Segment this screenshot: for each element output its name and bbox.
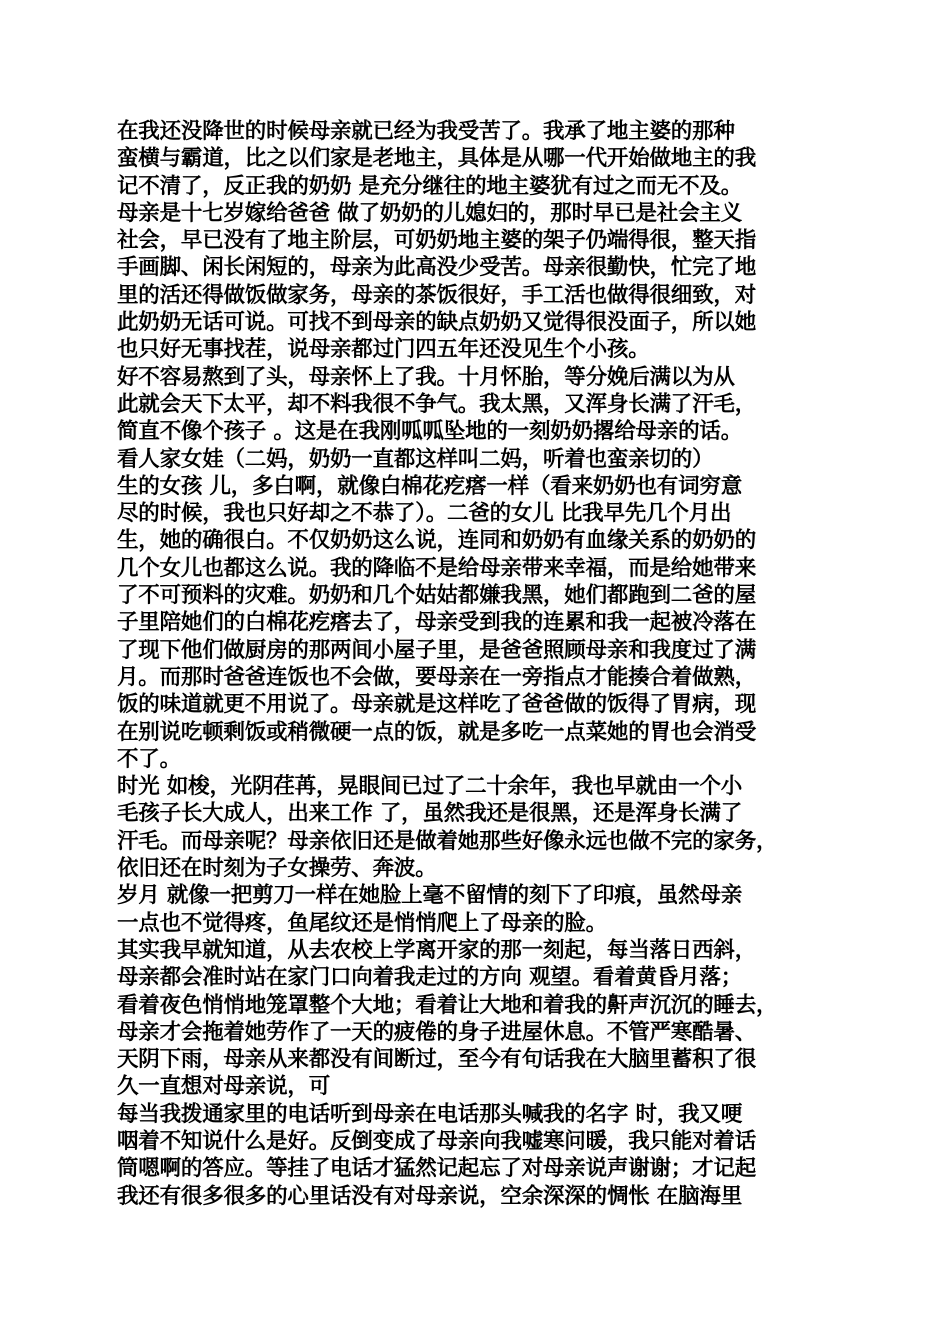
text-line: 看人家女娃（二妈，奶奶一直都这样叫二妈，听着也蛮亲切的） [117, 446, 714, 472]
text-line: 天阴下雨，母亲从来都没有间断过，至今有句话我在大脑里蓄积了很 [117, 1047, 757, 1073]
text-line: 饭的味道就更不用说了。母亲就是这样吃了爸爸做的饭得了胃病，现 [117, 692, 757, 718]
text-line: 咽着不知说什么是好。反倒变成了母亲向我嘘寒问暖，我只能对着话 [117, 1128, 757, 1154]
text-line: 里的活还得做饭做家务，母亲的茶饭很好，手工活也做得很细致，对 [117, 282, 757, 308]
text-line: 尽的时候，我也只好却之不恭了）。二爸的女儿 比我早先几个月出 [117, 501, 732, 527]
text-line: 也只好无事找茬，说母亲都过门四五年还没见生个小孩。 [117, 337, 650, 363]
text-line: 简直不像个孩子 。这是在我刚呱呱坠地的一刻奶奶撂给母亲的话。 [117, 419, 742, 445]
text-line: 手画脚、闲长闲短的，母亲为此高没少受苦。母亲很勤快，忙完了地 [117, 255, 757, 281]
text-line: 月。而那时爸爸连饭也不会做，要母亲在一旁指点才能揍合着做熟， [117, 664, 757, 690]
text-line: 好不容易熬到了头，母亲怀上了我。十月怀胎，等分娩后满以为从 [117, 364, 735, 390]
text-line: 不了。 [117, 746, 181, 772]
text-line: 蛮横与霸道，比之以们家是老地主，具体是从哪一代开始做地主的我 [117, 146, 757, 172]
text-line: 毛孩子长大成人，出来工作 了，虽然我还是很黑，还是浑身长满了 [117, 801, 742, 827]
text-line: 此就会天下太平，却不料我很不争气。我太黑，又浑身长满了汗毛， [117, 391, 757, 417]
text-line: 每当我拨通家里的电话听到母亲在电话那头喊我的名字 时，我又哽 [117, 1101, 742, 1127]
text-line: 社会，早已没有了地主阶层，可奶奶地主婆的架子仍端得很，整天指 [117, 228, 757, 254]
text-line: 久一直想对母亲说，可 [117, 1074, 331, 1100]
text-line: 生，她的确很白。不仅奶奶这么说，连同和奶奶有血缘关系的奶奶的 [117, 528, 757, 554]
text-line: 依旧还在时刻为子女操劳、奔波。 [117, 856, 437, 882]
text-line: 在我还没降世的时候母亲就已经为我受苦了。我承了地主婆的那种 [117, 119, 735, 144]
text-line: 子里陪她们的白棉花疙瘩去了，母亲受到我的连累和我一起被冷落在 [117, 610, 757, 636]
text-line: 了不可预料的灾难。奶奶和几个姑姑都嫌我黑，她们都跑到二爸的屋 [117, 583, 757, 609]
text-line: 汗毛。而母亲呢？母亲依旧还是做着她那些好像永远也做不完的家务， [117, 828, 778, 854]
text-line: 几个女儿也都这么说。我的降临不是给母亲带来幸福，而是给她带来 [117, 555, 757, 581]
text-line: 母亲是十七岁嫁给爸爸 做了奶奶的儿媳妇的，那时早已是社会主义 [117, 200, 742, 226]
text-line: 生的女孩 儿，多白啊，就像白棉花疙瘩一样（看来奶奶也有词穷意 [117, 473, 742, 499]
text-line: 看着夜色悄悄地笼罩整个大地；看着让大地和着我的鼾声沉沉的睡去， [117, 992, 778, 1018]
text-line: 我还有很多很多的心里话没有对母亲说，空余深深的惆怅 在脑海里 [117, 1183, 742, 1209]
text-line: 此奶奶无话可说。可找不到母亲的缺点奶奶又觉得很没面子，所以她 [117, 310, 757, 336]
text-line: 了现下他们做厨房的那两间小屋子里，是爸爸照顾母亲和我度过了满 [117, 637, 757, 663]
text-line: 其实我早就知道，从去农校上学离开家的那一刻起，每当落日西斜， [117, 937, 757, 963]
text-line: 岁月 就像一把剪刀一样在她脸上毫不留情的刻下了印痕，虽然母亲 [117, 883, 742, 909]
text-line: 记不清了，反正我的奶奶 是充分继往的地主婆犹有过之而无不及。 [117, 173, 742, 199]
text-line: 筒嗯啊的答应。等挂了电话才猛然记起忘了对母亲说声谢谢；才记起 [117, 1156, 757, 1182]
text-line: 在别说吃顿剩饭或稍微硬一点的饭，就是多吃一点菜她的胃也会消受 [117, 719, 757, 745]
text-line: 母亲才会拖着她劳作了一天的疲倦的身子进屋休息。不管严寒酷暑、 [117, 1019, 757, 1045]
text-line: 时光 如梭，光阴荏苒，晃眼间已过了二十余年，我也早就由一个小 [117, 774, 742, 800]
text-line: 母亲都会准时站在家门口向着我走过的方向 观望。看着黄昏月落； [117, 965, 742, 991]
essay-body [117, 118, 852, 1210]
text-line: 一点也不觉得疼，鱼尾纹还是悄悄爬上了母亲的脸。 [117, 910, 607, 936]
